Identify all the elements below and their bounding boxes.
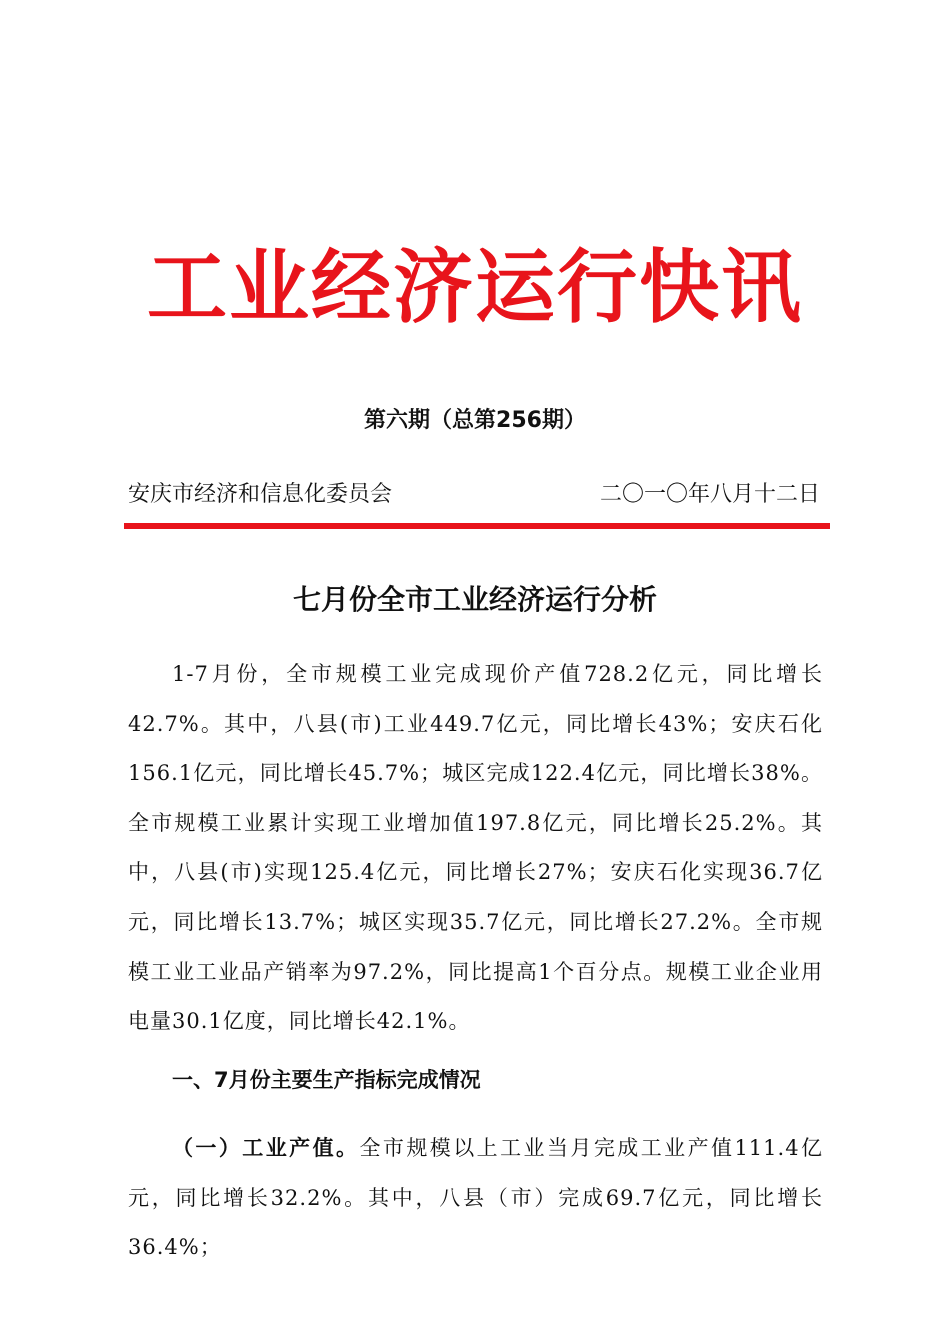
intro-paragraph: 1-7月份，全市规模工业完成现价产值728.2亿元，同比增长42.7%。其中，八县(市)工业449.7亿元，同比增长43%；安庆石化156.1亿元，同比增长45.7%；城区完成122.4亿元，同比增长38%。全市规模工业累计实现工业增加值197.8亿元，同比增长25.2%。其中，八县(市)实现125.4亿元，同比增长27%；安庆石化实现36.7亿元，同比增长13.7%；城区实现35.7亿元，同比增长27.2%。全市规模工业工业品产销率为97.2%，同比提高1个百分点。规模工业企业用电量30.1亿度，同比增长42.1%。 — [128, 662, 823, 1034]
article-title: 七月份全市工业经济运行分析 — [292, 583, 657, 616]
section-heading: 一、7月份主要生产指标完成情况 — [172, 1068, 481, 1092]
issue-number: 第六期（总第256期） — [364, 408, 586, 433]
subsection-text: 全市规模以上工业当月完成工业产值111.4亿元，同比增长32.2%。其中，八县（市）完成69.7亿元，同比增长36.4%； — [128, 1136, 823, 1260]
subsection-label: （一）工业产值。 — [172, 1136, 360, 1160]
red-divider — [124, 523, 830, 529]
publish-date: 二〇一〇年八月十二日 — [599, 482, 820, 507]
publisher-line — [128, 484, 820, 506]
industrial-output-paragraph — [128, 1124, 823, 1273]
masthead-title: 工业经济运行快讯 — [147, 241, 803, 334]
publisher-name: 安庆市经济和信息化委员会 — [128, 482, 393, 507]
